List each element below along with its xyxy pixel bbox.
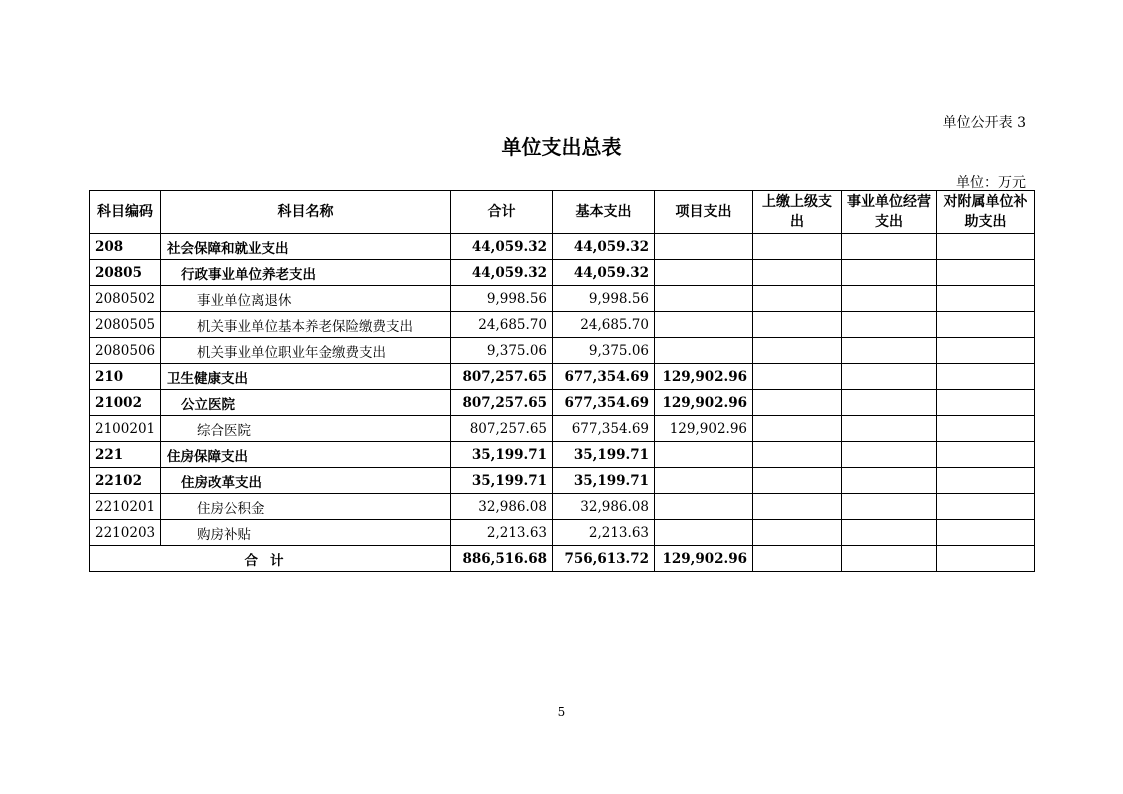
row-code: 221 (90, 442, 161, 468)
total-cell-basic: 756,613.72 (553, 546, 655, 572)
row-cell-total: 807,257.65 (451, 364, 553, 390)
row-cell-total: 35,199.71 (451, 468, 553, 494)
table-row (90, 390, 1035, 416)
row-code: 2080506 (90, 338, 161, 364)
row-cell-project (655, 312, 753, 338)
row-cell-basic: 677,354.69 (553, 390, 655, 416)
table-row (90, 234, 1035, 260)
table-row (90, 312, 1035, 338)
table-row (90, 260, 1035, 286)
page-number: 5 (557, 705, 566, 719)
row-cell-business (842, 442, 937, 468)
row-cell-upper (753, 416, 842, 442)
row-cell-basic: 2,213.63 (553, 520, 655, 546)
row-name: 行政事业单位养老支出 (161, 260, 451, 286)
row-cell-business (842, 364, 937, 390)
row-cell-total: 44,059.32 (451, 234, 553, 260)
row-cell-business (842, 390, 937, 416)
col-header-total: 合计 (451, 191, 553, 234)
row-cell-upper (753, 234, 842, 260)
row-cell-upper (753, 442, 842, 468)
row-cell-upper (753, 286, 842, 312)
total-cell-subsidiary (937, 546, 1035, 572)
row-code: 2080505 (90, 312, 161, 338)
row-name: 住房改革支出 (161, 468, 451, 494)
total-cell-upper (753, 546, 842, 572)
total-cell-business (842, 546, 937, 572)
row-cell-project (655, 494, 753, 520)
row-code: 2100201 (90, 416, 161, 442)
row-cell-project (655, 442, 753, 468)
row-cell-business (842, 468, 937, 494)
row-cell-project (655, 520, 753, 546)
row-name: 住房保障支出 (161, 442, 451, 468)
table-row (90, 520, 1035, 546)
row-cell-project (655, 338, 753, 364)
row-name: 卫生健康支出 (161, 364, 451, 390)
row-cell-project (655, 286, 753, 312)
row-cell-basic: 35,199.71 (553, 442, 655, 468)
row-cell-upper (753, 390, 842, 416)
table-header-row (90, 191, 1035, 234)
row-cell-basic: 44,059.32 (553, 260, 655, 286)
row-cell-upper (753, 338, 842, 364)
table-row (90, 286, 1035, 312)
total-cell-project: 129,902.96 (655, 546, 753, 572)
row-cell-business (842, 338, 937, 364)
row-code: 22102 (90, 468, 161, 494)
table-row (90, 338, 1035, 364)
table-row (90, 364, 1035, 390)
row-cell-subsidiary (937, 416, 1035, 442)
row-cell-basic: 9,375.06 (553, 338, 655, 364)
col-header-code: 科目编码 (90, 191, 161, 234)
row-name: 购房补贴 (161, 520, 451, 546)
row-cell-project: 129,902.96 (655, 416, 753, 442)
row-cell-basic: 677,354.69 (553, 416, 655, 442)
row-cell-total: 807,257.65 (451, 416, 553, 442)
table-row (90, 416, 1035, 442)
total-cell-total: 886,516.68 (451, 546, 553, 572)
row-cell-business (842, 234, 937, 260)
col-header-business: 事业单位经营支出 (842, 191, 937, 234)
total-row (90, 546, 1035, 572)
table-body (90, 234, 1035, 546)
unit-label: 单位：万元 (956, 175, 1026, 191)
row-cell-upper (753, 494, 842, 520)
row-cell-project (655, 468, 753, 494)
row-cell-upper (753, 312, 842, 338)
row-cell-project: 129,902.96 (655, 364, 753, 390)
row-name: 公立医院 (161, 390, 451, 416)
row-cell-upper (753, 260, 842, 286)
col-header-upper: 上缴上级支出 (753, 191, 842, 234)
row-cell-basic: 32,986.08 (553, 494, 655, 520)
row-cell-basic: 44,059.32 (553, 234, 655, 260)
row-cell-basic: 677,354.69 (553, 364, 655, 390)
row-cell-project: 129,902.96 (655, 390, 753, 416)
row-code: 20805 (90, 260, 161, 286)
row-cell-business (842, 520, 937, 546)
row-cell-business (842, 260, 937, 286)
row-code: 210 (90, 364, 161, 390)
col-header-project: 项目支出 (655, 191, 753, 234)
row-name: 事业单位离退休 (161, 286, 451, 312)
row-cell-business (842, 416, 937, 442)
row-code: 2080502 (90, 286, 161, 312)
row-cell-subsidiary (937, 468, 1035, 494)
row-cell-total: 807,257.65 (451, 390, 553, 416)
row-cell-subsidiary (937, 520, 1035, 546)
total-label: 合计 (90, 546, 451, 572)
row-cell-basic: 35,199.71 (553, 468, 655, 494)
row-cell-business (842, 286, 937, 312)
expenditure-table (89, 190, 1035, 572)
row-code: 2210203 (90, 520, 161, 546)
row-cell-upper (753, 364, 842, 390)
col-header-basic: 基本支出 (553, 191, 655, 234)
row-code: 208 (90, 234, 161, 260)
row-cell-subsidiary (937, 338, 1035, 364)
page-title: 单位支出总表 (501, 135, 622, 159)
row-cell-total: 32,986.08 (451, 494, 553, 520)
table-row (90, 494, 1035, 520)
row-cell-subsidiary (937, 442, 1035, 468)
row-cell-basic: 24,685.70 (553, 312, 655, 338)
row-name: 社会保障和就业支出 (161, 234, 451, 260)
row-cell-subsidiary (937, 260, 1035, 286)
row-cell-upper (753, 468, 842, 494)
row-name: 机关事业单位基本养老保险缴费支出 (161, 312, 451, 338)
row-cell-subsidiary (937, 312, 1035, 338)
row-cell-total: 9,998.56 (451, 286, 553, 312)
row-name: 机关事业单位职业年金缴费支出 (161, 338, 451, 364)
row-cell-subsidiary (937, 390, 1035, 416)
row-cell-subsidiary (937, 286, 1035, 312)
table-number-label: 单位公开表 3 (942, 115, 1026, 131)
row-code: 21002 (90, 390, 161, 416)
row-cell-subsidiary (937, 364, 1035, 390)
row-cell-subsidiary (937, 494, 1035, 520)
row-cell-total: 44,059.32 (451, 260, 553, 286)
col-header-name: 科目名称 (161, 191, 451, 234)
row-cell-total: 35,199.71 (451, 442, 553, 468)
row-cell-upper (753, 520, 842, 546)
row-cell-total: 2,213.63 (451, 520, 553, 546)
row-name: 综合医院 (161, 416, 451, 442)
row-cell-total: 24,685.70 (451, 312, 553, 338)
row-cell-project (655, 260, 753, 286)
row-cell-business (842, 312, 937, 338)
row-name: 住房公积金 (161, 494, 451, 520)
row-cell-business (842, 494, 937, 520)
row-cell-basic: 9,998.56 (553, 286, 655, 312)
table-row (90, 442, 1035, 468)
row-cell-subsidiary (937, 234, 1035, 260)
row-cell-total: 9,375.06 (451, 338, 553, 364)
col-header-subsidiary: 对附属单位补助支出 (937, 191, 1035, 234)
row-code: 2210201 (90, 494, 161, 520)
table-row (90, 468, 1035, 494)
row-cell-project (655, 234, 753, 260)
